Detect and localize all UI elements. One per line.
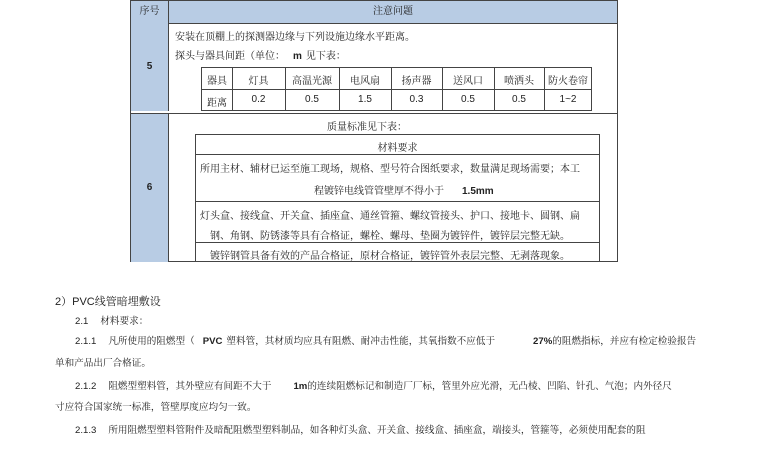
subsection-2-1-2 [75,378,672,392]
section-heading [55,293,161,309]
quality-item1-value: 1.5mm [462,186,494,197]
quality-item3-line1: 镀锌钢管具备有效的产品合格证，原材合格证，镀锌管外表层完整、无剥落现象。 [210,251,570,262]
header-issues: 注意问题 [373,6,413,17]
header-serial: 序号 [131,1,169,23]
dist-label-5: 送风口 [453,76,483,87]
dist-label-6: 喷洒头 [504,76,534,87]
dist-value-0: 距离 [207,98,227,109]
quality-item2-line1: 灯头盒、接线盒、开关盒、插座盒、通丝管箍、螺纹管接头、护口、接地卡、圆钢、扁 [200,211,580,222]
row5-line2-suffix: 见下表： [305,51,346,62]
subsection-2-1-num: 2.1 [75,316,89,327]
s213-text: 所用阻燃型塑料管附件及暗配阻燃型塑料制品，如各种灯头盒、开关盒、接线盒、插座盒，端接头，管箍等，必须使用配套的阻 [108,425,646,436]
subsection-2-1-1 [75,333,696,347]
dist-value-3: 1.5 [358,94,372,105]
row5-line2-prefix: 探头与器具间距（单位： [175,51,285,62]
dist-label-7: 防火卷帘 [548,76,588,87]
s212-line2: 寸应符合国家统一标准，管壁厚度应均匀一致。 [55,402,257,413]
dist-value-6: 0.5 [512,94,526,105]
quality-header: 材料要求 [377,143,418,154]
s211-part-c: 的阻燃指标，并应有检定检验报告 [552,336,697,347]
subsection-2-1 [75,313,148,327]
table-header [131,1,617,24]
dist-label-2: 高温光源 [292,76,332,87]
row6-intro: 质量标准见下表： [327,122,407,133]
row5-line2 [175,47,346,62]
dist-value-7: 1~2 [559,94,577,105]
dist-value-4: 0.3 [409,94,424,105]
subsection-2-1-3-num: 2.1.3 [75,425,97,436]
quality-item1-line2 [314,182,494,197]
s211-pct: 27% [533,336,553,347]
dist-value-2: 0.5 [305,94,319,105]
quality-item2-line2: 钢、角钢、防锈漆等具有合格证，螺栓、螺母、垫圈为镀锌件，镀锌层完整无缺。 [210,231,570,242]
subsection-2-1-text: 材料要求： [100,316,149,327]
subsection-2-1-1-num: 2.1.1 [75,336,97,347]
s211-line2: 单和产品出厂合格证。 [55,358,151,369]
quality-table [195,134,600,262]
quality-item1-text: 程镀锌电线管管壁厚不得小于 [314,186,444,197]
dist-label-3: 电风扇 [350,76,380,87]
dist-value-5: 0.5 [461,94,475,105]
subsection-2-1-2-num: 2.1.2 [75,381,97,392]
s211-pvc: PVC [202,336,223,347]
s211-part-b: 塑料管，其材质均应具有阻燃、耐冲击性能，其氧指数不应低于 [226,336,496,347]
row5-line1: 安装在顶棚上的探测器边缘与下列设施边缘水平距离。 [175,32,415,43]
s212-part-b: 的连续阻燃标记和制造厂厂标，管里外应光滑，无凸棱、凹陷、针孔、气泡；内外径尺 [307,381,672,392]
s212-m: 1m [293,381,308,392]
section-heading-text: 2）PVC线管暗埋敷设 [55,296,161,308]
quality-item1-line1: 所用主材、辅材已运至施工现场，规格、型号符合图纸要求，数量满足现场需要；本工 [200,164,580,175]
distance-table [201,67,592,111]
s212-part-a: 阻燃型塑料管，其外壁应有间距不大于 [108,381,272,392]
row5-number: 5 [131,23,169,111]
row6-number: 6 [131,114,169,262]
main-table [130,0,618,262]
s211-part-a: 凡所使用的阻燃型（ [108,336,195,347]
row5-unit: m [293,51,302,62]
dist-value-1: 0.2 [251,94,266,105]
dist-label-1: 灯具 [248,76,269,87]
dist-label-4: 扬声器 [401,76,432,87]
dist-label-0: 器具 [207,76,227,87]
subsection-2-1-3 [75,422,646,436]
